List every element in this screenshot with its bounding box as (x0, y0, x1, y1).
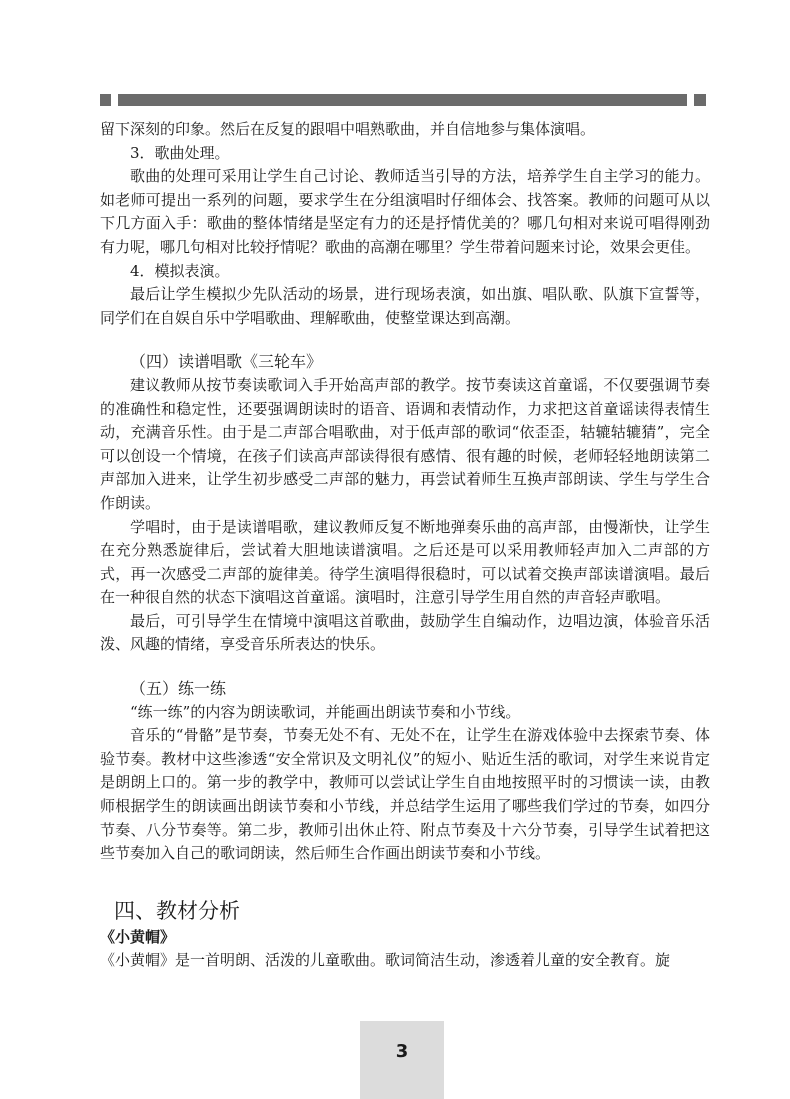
subsection-heading-4: （四）读谱唱歌《三轮车》 (130, 352, 323, 372)
page-number-box (360, 1021, 444, 1099)
header-bar-main (118, 94, 687, 106)
header-bar-right (694, 94, 706, 106)
header-bar-left (100, 94, 111, 106)
subsection-heading-5: （五）练一练 (130, 679, 227, 699)
page-body (100, 118, 710, 973)
paragraph-simulated-performance: 最后让学生模拟少先队活动的场景，进行现场表演，如出旗、唱队歌、队旗下宣誓等，同学们在自娱自乐中学唱歌曲、理解歌曲，使整堂课达到高潮。 (100, 285, 710, 327)
paragraph-tricycle-3: 最后，可引导学生在情境中演唱这首歌曲，鼓励学生自编动作，边唱边演，体验音乐活泼、风趣的情绪，享受音乐所表达的快乐。 (100, 611, 710, 654)
paragraph-tricycle-1: 建议教师从按节奏读歌词入手开始高声部的教学。按节奏读这首童谣，不仅要强调节奏的准确性和稳定性，还要强调朗读时的语音、语调和表情动作，力求把这首童谣读得表情生动，充满音乐性。由于是二声部合唱歌曲，对于低声部的歌词“依歪歪，轱辘轱辘猜”，完全可以创设一个情境，在孩子们读高声部读得很有感情、很有趣的时候，老师轻轻地朗读第二声部加入进来，让学生初步感受二声部的魅力，再尝试着师生互换声部朗读、学生与学生合作朗读。 (100, 375, 710, 512)
paragraph-song-analysis: 《小黄帽》是一首明朗、活泼的儿童歌曲。歌词简洁生动，渗透着儿童的安全教育。旋 (100, 951, 671, 970)
song-title: 《小黄帽》 (100, 927, 176, 946)
paragraph-practice-1: “练一练”的内容为朗读歌词，并能画出朗读节奏和小节线。 (130, 702, 521, 721)
item-heading-4: 4．模拟表演。 (130, 261, 230, 280)
paragraph-song-processing: 歌曲的处理可采用让学生自己讨论、教师适当引导的方法，培养学生自主学习的能力。如老师可提出一系列的问题，要求学生在分组演唱时仔细体会、找答案。教师的问题可从以下几方面入手：歌曲的整体情绪是坚定有力的还是抒情优美的？哪几句相对来说可唱得刚劲有力呢，哪几句相对比较抒情呢？歌曲的高潮在哪里？学生带着问题来讨论，效果会更佳。 (100, 167, 710, 256)
section-heading-4: 四、教材分析 (114, 898, 240, 923)
paragraph-tricycle-2: 学唱时，由于是读谱唱歌，建议教师反复不断地弹奏乐曲的高声部，由慢渐快，让学生在充分熟悉旋律后，尝试着大胆地读谱演唱。之后还是可以采用教师轻声加入二声部的方式，再一次感受二声部的旋律美。待学生演唱得很稳时，可以试着交换声部读谱演唱。最后在一种很自然的状态下演唱这首童谣。演唱时，注意引导学生用自然的声音轻声歌唱。 (100, 517, 710, 607)
page-number: 3 (395, 1041, 409, 1062)
item-heading-3: 3．歌曲处理。 (130, 143, 230, 162)
paragraph-practice-2: 音乐的“骨骼”是节奏，节奏无处不有、无处不在，让学生在游戏体验中去探索节奏、体验节奏。教材中这些渗透“安全常识及文明礼仪”的短小、贴近生活的歌词，对学生来说肯定是朗朗上口的。第一步的教学中，教师可以尝试让学生自由地按照平时的习惯读一读，由教师根据学生的朗读画出朗读节奏和小节线，并总结学生运用了哪些我们学过的节奏，如四分节奏、八分节奏等。第二步，教师引出休止符、附点节奏及十六分节奏，引导学生试着把这些节奏加入自己的歌词朗读，然后师生合作画出朗读节奏和小节线。 (100, 726, 710, 863)
paragraph-continuation: 留下深刻的印象。然后在反复的跟唱中唱熟歌曲，并自信地参与集体演唱。 (100, 120, 596, 138)
